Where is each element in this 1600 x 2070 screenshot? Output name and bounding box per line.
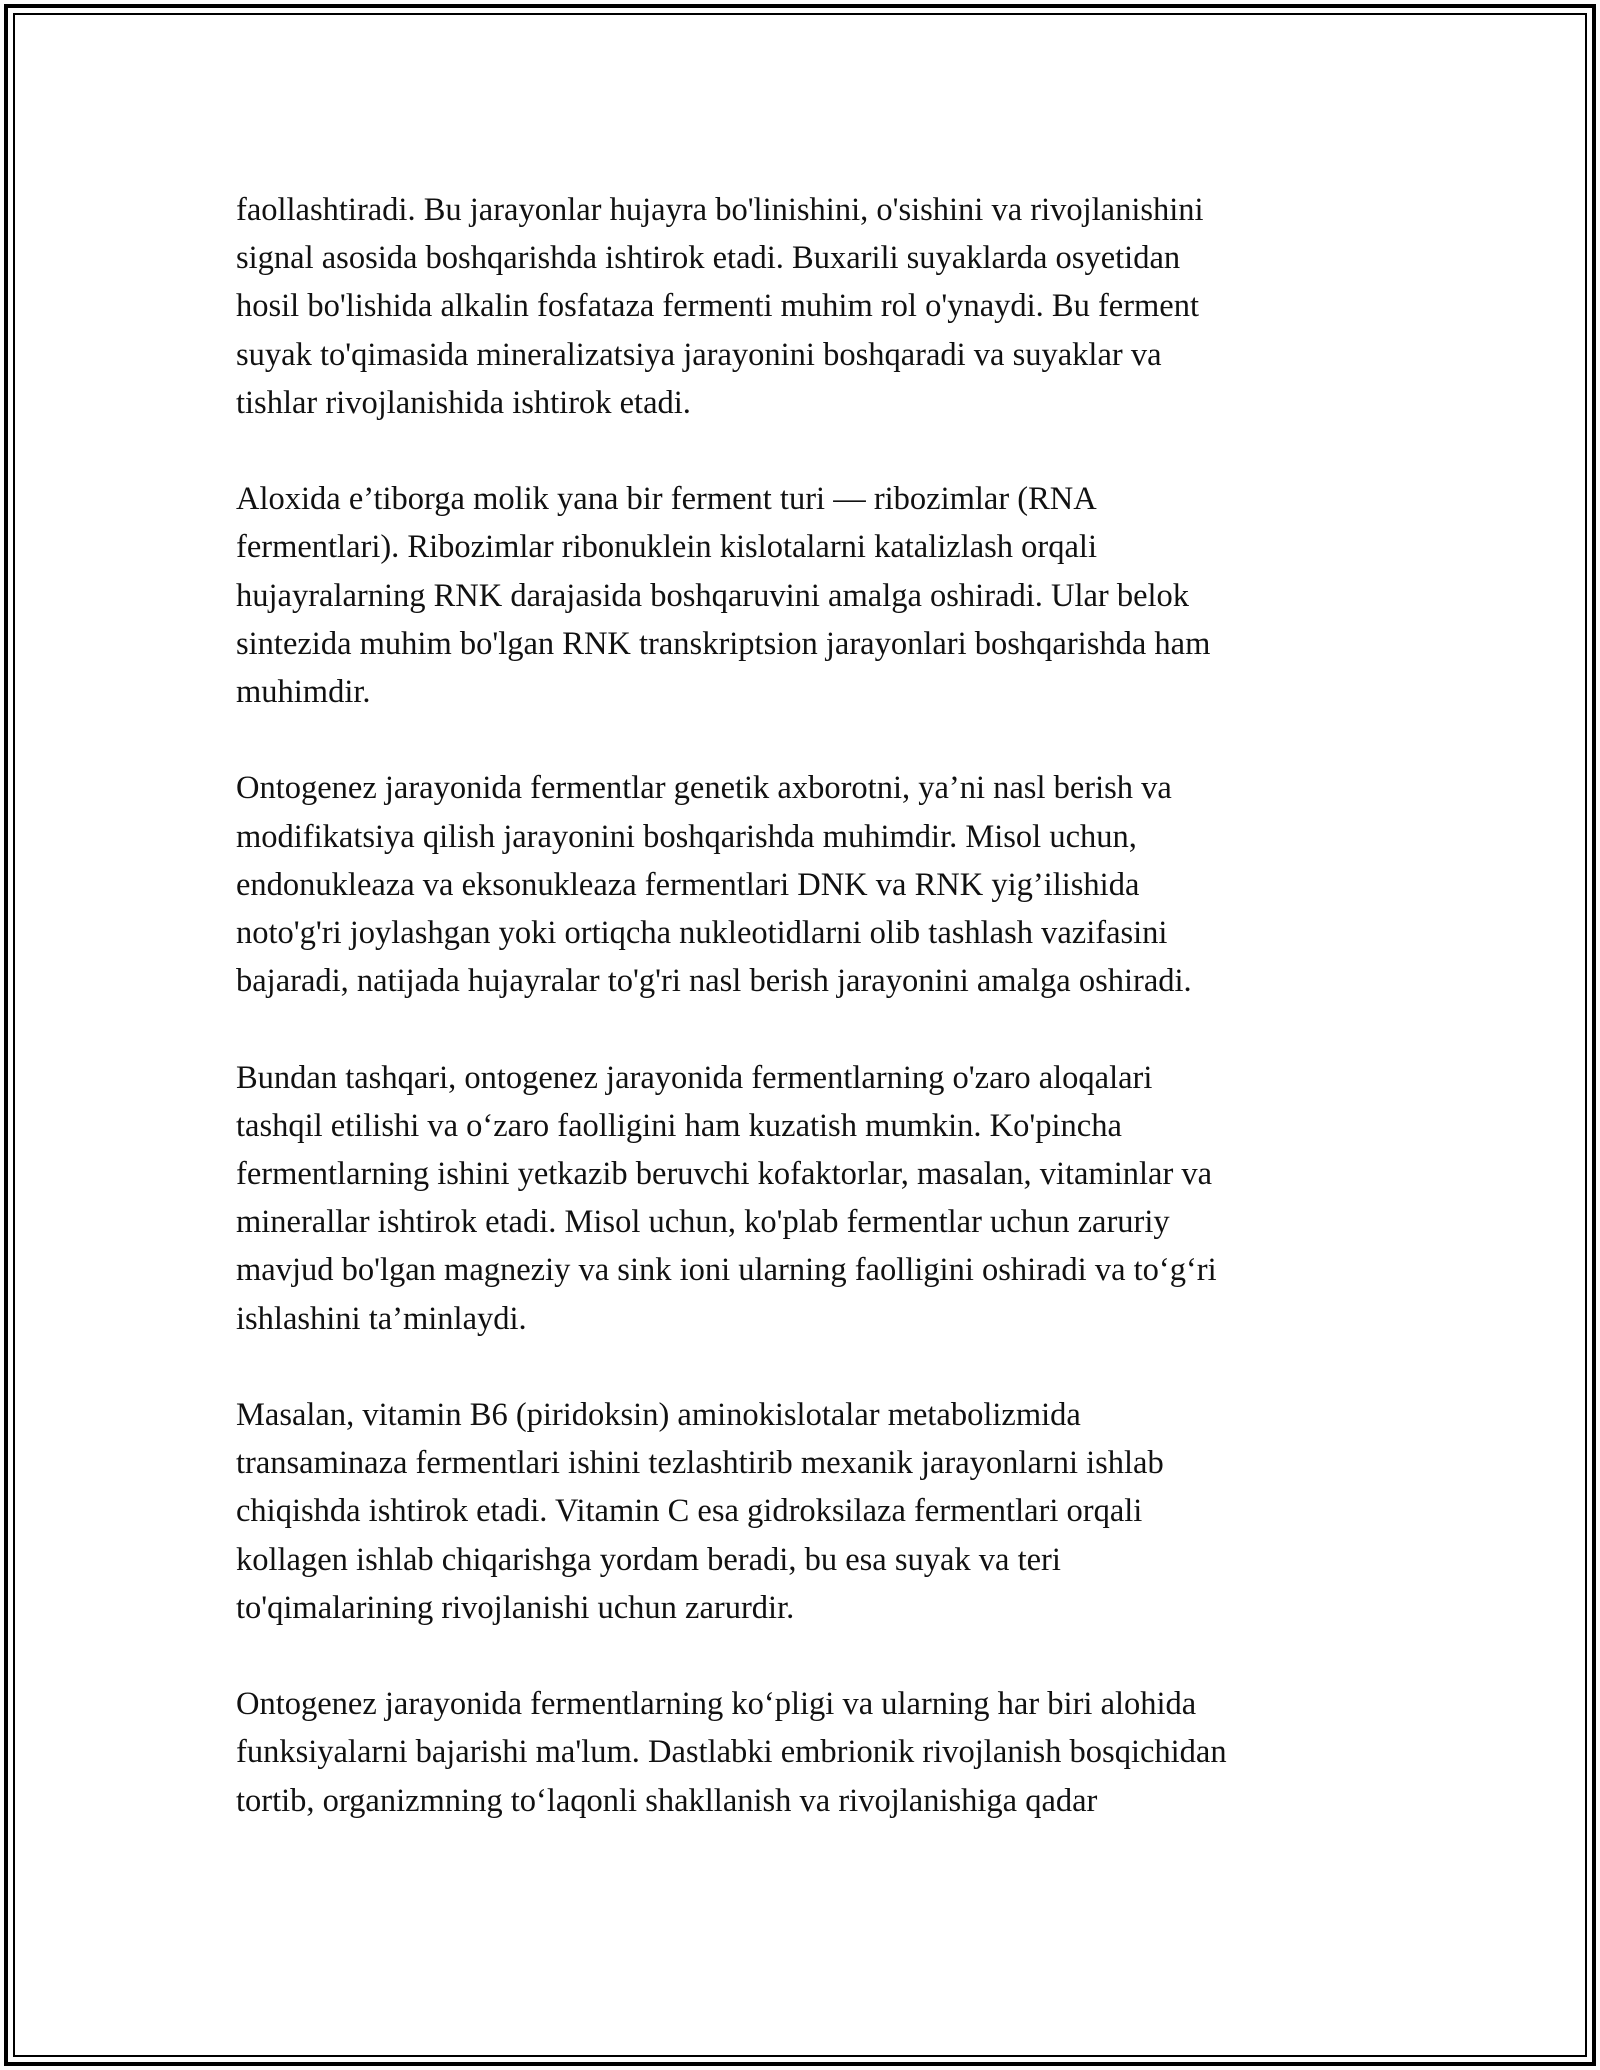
text-line: Aloxida e’tiborga molik yana bir ferment turi — ribozimlar (RNA	[236, 481, 1097, 518]
text-line: endonukleaza va eksonukleaza fermentlari DNK va RNK yig’ilishida	[236, 866, 1140, 903]
text-line: sintezida muhim bo'lgan RNK transkriptsion jarayonlari boshqarishda ham	[236, 625, 1211, 662]
paragraph-2	[236, 475, 1366, 716]
text-line: transaminaza fermentlari ishini tezlashtirib mexanik jarayonlarni ishlab	[236, 1445, 1164, 1482]
paragraph-1	[236, 186, 1366, 427]
text-line: faollashtiradi. Bu jarayonlar hujayra bo'linishini, o'sishini va rivojlanishini	[236, 192, 1204, 228]
text-line: Ontogenez jarayonida fermentlarning ko‘pligi va ularning har biri alohida	[236, 1686, 1197, 1723]
text-line: mavjud bo'lgan magneziy va sink ioni ularning faolligini oshiradi va to‘g‘ri	[236, 1252, 1217, 1289]
text-line: tishlar rivojlanishida ishtirok etadi.	[236, 384, 691, 421]
text-line: funksiyalarni bajarishi ma'lum. Dastlabki embrionik rivojlanish bosqichidan	[236, 1734, 1227, 1771]
text-line: ishlashini ta’minlaydi.	[236, 1300, 527, 1337]
text-line: muhimdir.	[236, 674, 371, 711]
text-line: signal asosida boshqarishda ishtirok etadi. Buxarili suyaklarda osyetidan	[236, 240, 1181, 277]
text-line: to'qimalarining rivojlanishi uchun zarurdir.	[236, 1589, 795, 1626]
text-line: tashqil etilishi va o‘zaro faolligini ham kuzatish mumkin. Ko'pincha	[236, 1107, 1122, 1144]
text-line: modifikatsiya qilish jarayonini boshqarishda muhimdir. Misol uchun,	[236, 818, 1137, 855]
text-line: hosil bo'lishida alkalin fosfataza fermenti muhim rol o'ynaydi. Bu ferment	[236, 288, 1200, 325]
text-line: fermentlari). Ribozimlar ribonuklein kislotalarni katalizlash orqali	[236, 529, 1097, 566]
document-body	[236, 186, 1366, 1873]
paragraph-6	[236, 1680, 1366, 1825]
text-line: noto'g'ri joylashgan yoki ortiqcha nukleotidlarni olib tashlash vazifasini	[236, 915, 1168, 952]
text-line: suyak to'qimasida mineralizatsiya jarayonini boshqaradi va suyaklar va	[236, 336, 1162, 373]
text-line: Ontogenez jarayonida fermentlar genetik axborotni, ya’ni nasl berish va	[236, 770, 1172, 807]
text-line: chiqishda ishtirok etadi. Vitamin C esa gidroksilaza fermentlari orqali	[236, 1493, 1143, 1530]
text-line: fermentlarning ishini yetkazib beruvchi kofaktorlar, masalan, vitaminlar va	[236, 1156, 1213, 1193]
paragraph-5	[236, 1391, 1366, 1632]
text-line: tortib, organizmning to‘laqonli shakllanish va rivojlanishiga qadar	[236, 1782, 1098, 1819]
text-line: Bundan tashqari, ontogenez jarayonida fermentlarning o'zaro aloqalari	[236, 1059, 1153, 1096]
text-line: hujayralarning RNK darajasida boshqaruvini amalga oshiradi. Ular belok	[236, 577, 1190, 614]
text-line: kollagen ishlab chiqarishga yordam beradi, bu esa suyak va teri	[236, 1541, 1061, 1578]
text-line: Masalan, vitamin B6 (piridoksin) aminokislotalar metabolizmida	[236, 1397, 1081, 1434]
paragraph-3	[236, 764, 1366, 1005]
text-line: minerallar ishtirok etadi. Misol uchun, ko'plab fermentlar uchun zaruriy	[236, 1204, 1170, 1241]
paragraph-4	[236, 1054, 1366, 1343]
text-line: bajaradi, natijada hujayralar to'g'ri nasl berish jarayonini amalga oshiradi.	[236, 963, 1192, 1000]
